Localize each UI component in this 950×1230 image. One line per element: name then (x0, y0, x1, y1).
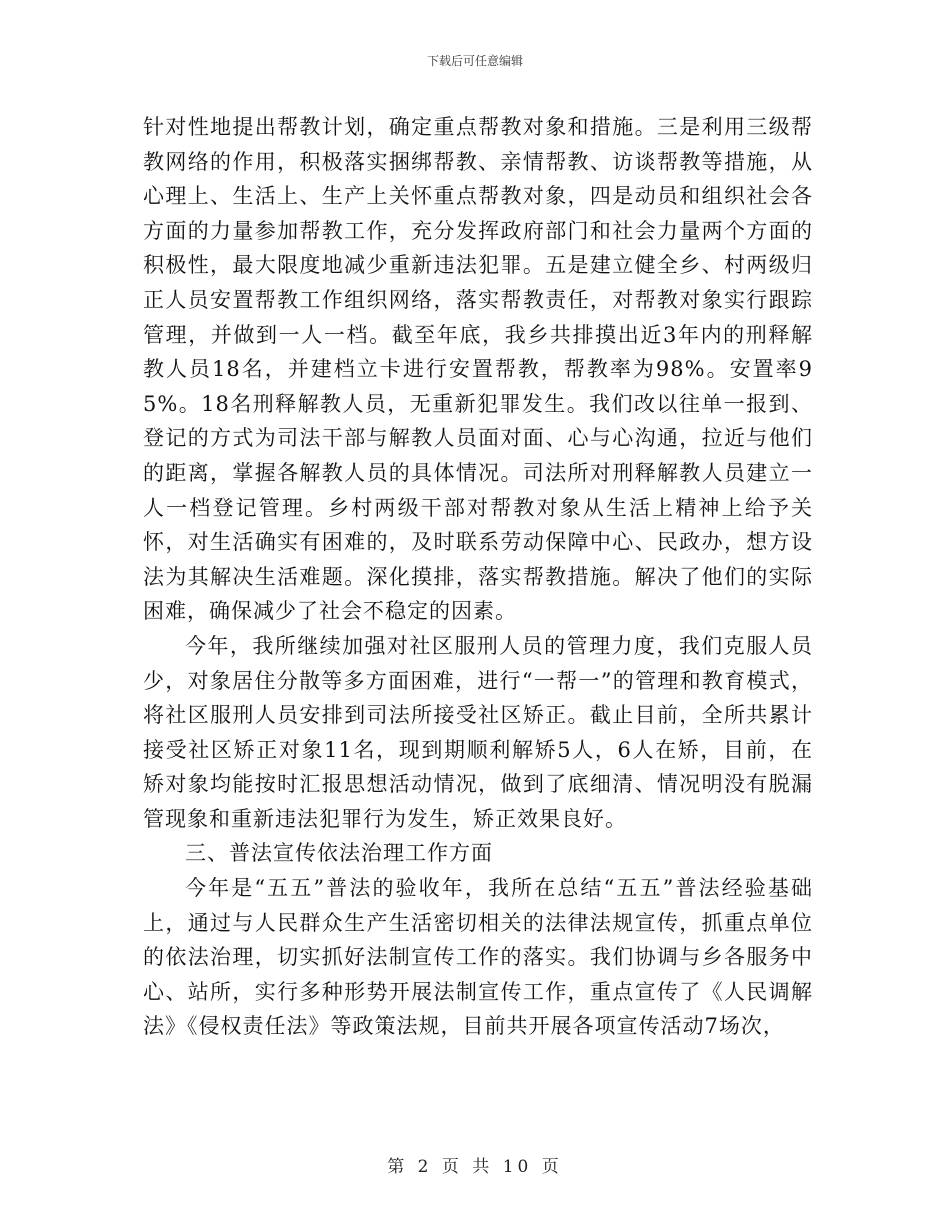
paragraph-continued: 针对性地提出帮教计划，确定重点帮教对象和措施。三是利用三级帮教网络的作用，积极落实捆绑帮教、亲情帮教、访谈帮教等措施，从心理上、生活上、生产上关怀重点帮教对象，四是动员和组织社会各方面的力量参加帮教工作，充分发挥政府部门和社会力量两个方面的积极性，最大限度地减少重新违法犯罪。五是建立健全乡、村两级归正人员安置帮教工作组织网络，落实帮教责任，对帮教对象实行跟踪管理，并做到一人一档。截至年底，我乡共排摸出近3年内的刑释解教人员18名，并建档立卡进行安置帮教，帮教率为98%。安置率95%。18名刑释解教人员，无重新犯罪发生。我们改以往单一报到、登记的方式为司法干部与解教人员面对面、心与心沟通，拉近与他们的距离，掌握各解教人员的具体情况。司法所对刑释解教人员建立一人一档登记管理。乡村两级干部对帮教对象从生活上精神上给予关怀，对生活确实有困难的，及时联系劳动保障中心、民政办，想方设法为其解决生活难题。深化摸排，落实帮教措施。解决了他们的实际困难，确保减少了社会不稳定的因素。 (143, 115, 813, 624)
section-heading: 三、普法宣传依法治理工作方面 (185, 841, 493, 866)
paragraph-community-correction: 今年，我所继续加强对社区服刑人员的管理力度，我们克服人员少，对象居住分散等多方面困难，进行“一帮一”的管理和教育模式，将社区服刑人员安排到司法所接受社区矫正。截止目前，全所共累计接受社区矫正对象11名，现到期顺利解矫5人，6人在矫，目前，在矫对象均能按时汇报思想活动情况，做到了底细清、情况明没有脱漏管现象和重新违法犯罪行为发生，矫正效果良好。 (143, 633, 813, 831)
paragraph-legal-publicity: 今年是“五五”普法的验收年，我所在总结“五五”普法经验基础上，通过与人民群众生产生活密切相关的法律法规宣传，抓重点单位的依法治理，切实抓好法制宣传工作的落实。我们协调与乡各服务中心、站所，实行多种形势开展法制宣传工作，重点宣传了《人民调解法》《侵权责任法》等政策法规，目前共开展各项宣传活动7场次， (143, 876, 813, 1039)
page-header: 下载后可任意编辑 (426, 54, 523, 68)
page-footer: 第 2 页 共 10 页 (387, 1157, 563, 1177)
document-body (143, 110, 813, 1044)
